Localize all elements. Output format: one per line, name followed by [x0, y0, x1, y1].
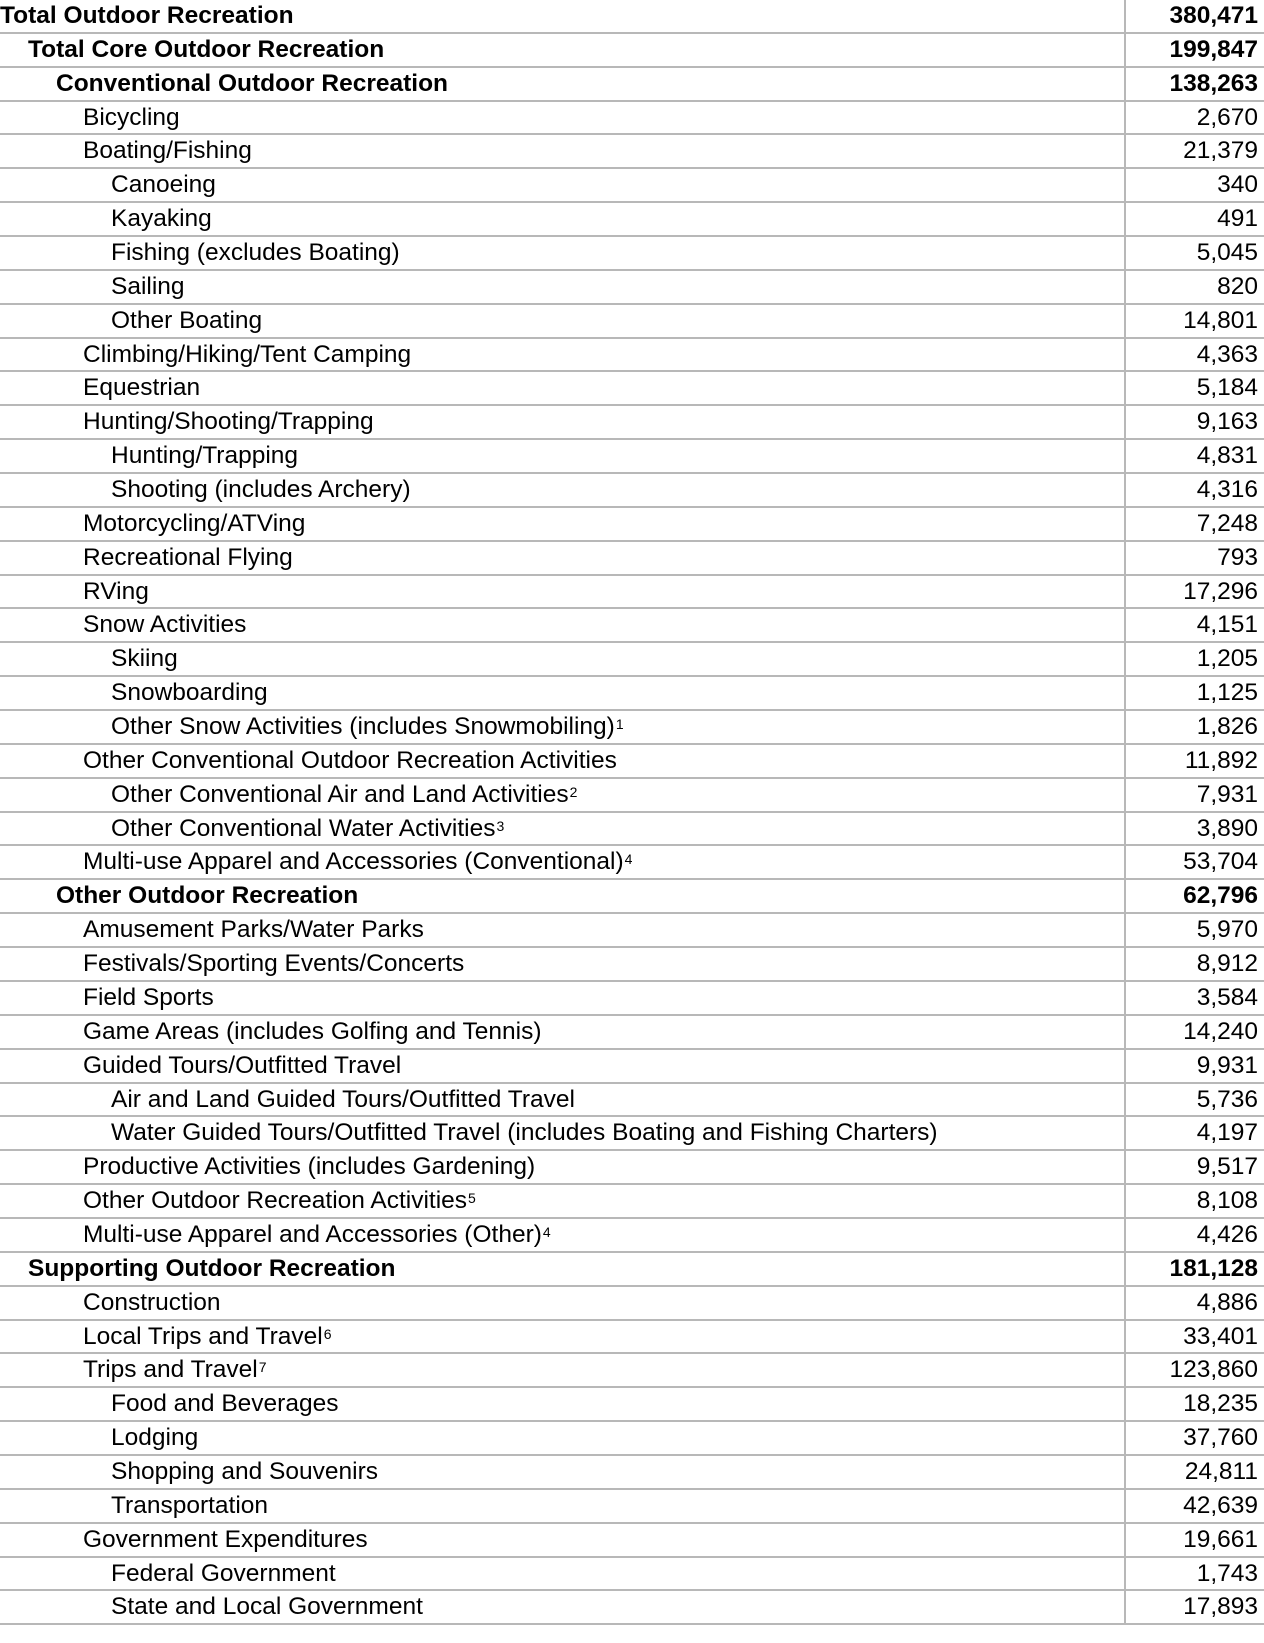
row-value: 1,125 [1196, 679, 1258, 707]
table-row [0, 305, 1264, 339]
table-row [0, 677, 1264, 711]
row-value: 4,151 [1196, 611, 1258, 639]
row-label [0, 1185, 1126, 1217]
row-value: 53,704 [1183, 848, 1258, 876]
table-row [0, 203, 1264, 237]
row-label-text: Government Expenditures [83, 1525, 368, 1553]
row-label [0, 813, 1126, 845]
table-row [0, 339, 1264, 373]
row-label-text: Equestrian [83, 374, 201, 402]
row-label [0, 271, 1126, 303]
table-row [0, 542, 1264, 576]
table-row [0, 102, 1264, 136]
row-label [0, 711, 1126, 743]
row-value: 4,886 [1196, 1288, 1258, 1316]
row-label-text: Water Guided Tours/Outfitted Travel (includes Boating and Fishing Charters) [111, 1119, 938, 1147]
row-value: 62,796 [1183, 882, 1258, 910]
table-row [0, 880, 1264, 914]
row-label-text: Construction [83, 1288, 221, 1316]
row-value: 18,235 [1183, 1390, 1258, 1418]
row-label [0, 677, 1126, 709]
row-label [0, 1219, 1126, 1251]
row-label-text: Kayaking [111, 205, 212, 233]
row-value: 181,128 [1169, 1254, 1258, 1282]
footnote-marker: 6 [323, 1325, 332, 1342]
row-label [0, 1388, 1126, 1420]
row-label-text: Amusement Parks/Water Parks [83, 916, 424, 944]
row-label-text: Air and Land Guided Tours/Outfitted Travel [111, 1085, 575, 1113]
row-label-text: Multi-use Apparel and Accessories (Other) [83, 1220, 542, 1248]
row-label-text: Total Outdoor Recreation [0, 2, 294, 29]
footnote-marker: 7 [258, 1359, 267, 1376]
table-row [0, 711, 1264, 745]
row-label-text: Multi-use Apparel and Accessories (Conventional) [83, 848, 624, 876]
row-value: 4,426 [1196, 1220, 1258, 1248]
row-label-text: Skiing [111, 645, 178, 673]
row-value: 9,931 [1196, 1051, 1258, 1079]
row-label-text: Hunting/Trapping [111, 442, 299, 470]
row-label-text: Productive Activities (includes Gardening) [83, 1153, 536, 1181]
table-row [0, 1117, 1264, 1151]
table-row [0, 1524, 1264, 1558]
table-row [0, 1287, 1264, 1321]
row-label-text: Snowboarding [111, 679, 268, 707]
row-label [0, 169, 1126, 201]
row-label [0, 305, 1126, 337]
row-value: 1,743 [1196, 1559, 1258, 1587]
row-label-text: Fishing (excludes Boating) [111, 239, 400, 267]
table-row [0, 406, 1264, 440]
row-label [0, 1016, 1126, 1048]
table-row [0, 1490, 1264, 1524]
row-label-text: Bicycling [83, 103, 180, 131]
row-value: 793 [1217, 543, 1258, 571]
row-value: 2,670 [1196, 103, 1258, 131]
table-row [0, 1456, 1264, 1490]
row-label-text: Other Outdoor Recreation [56, 882, 359, 910]
footnote-marker: 2 [569, 783, 578, 800]
row-label-text: Other Outdoor Recreation Activities [83, 1187, 468, 1215]
table-row [0, 914, 1264, 948]
row-label-text: Other Conventional Outdoor Recreation Activities [83, 746, 617, 774]
row-value: 380,471 [1169, 2, 1258, 29]
row-value: 9,163 [1196, 408, 1258, 436]
row-label-text: Trips and Travel [83, 1356, 258, 1384]
table-row [0, 1151, 1264, 1185]
row-value: 4,831 [1196, 442, 1258, 470]
row-label [0, 914, 1126, 946]
row-value: 11,892 [1184, 746, 1258, 774]
row-value: 21,379 [1183, 137, 1258, 165]
row-label [0, 1354, 1126, 1386]
row-value: 5,970 [1196, 916, 1258, 944]
row-label [0, 135, 1126, 167]
row-label-text: Snow Activities [83, 611, 247, 639]
table-row [0, 1219, 1264, 1253]
table-row [0, 576, 1264, 610]
row-label-text: RVing [83, 577, 149, 605]
table-row [0, 779, 1264, 813]
row-label-text: Climbing/Hiking/Tent Camping [83, 340, 412, 368]
footnote-marker: 1 [615, 716, 624, 733]
table-row [0, 745, 1264, 779]
table-row [0, 0, 1264, 34]
table-row [0, 1558, 1264, 1592]
row-label [0, 948, 1126, 980]
table-row [0, 474, 1264, 508]
table-row [0, 68, 1264, 102]
row-label [0, 68, 1126, 100]
row-label-text: State and Local Government [111, 1593, 423, 1621]
row-label-text: Federal Government [111, 1559, 336, 1587]
row-label-text: Recreational Flying [83, 543, 293, 571]
row-value: 42,639 [1183, 1491, 1258, 1519]
row-label [0, 1456, 1126, 1488]
table-row [0, 609, 1264, 643]
row-label-text: Lodging [111, 1424, 199, 1452]
table-row [0, 813, 1264, 847]
row-value: 4,363 [1196, 340, 1258, 368]
row-value: 3,584 [1196, 983, 1258, 1011]
row-label [0, 1050, 1126, 1082]
row-value: 7,931 [1196, 780, 1258, 808]
row-label-text: Sailing [111, 272, 185, 300]
table-row [0, 508, 1264, 542]
table-row [0, 643, 1264, 677]
row-label [0, 1287, 1126, 1319]
row-value: 14,801 [1183, 306, 1258, 334]
table-row [0, 271, 1264, 305]
row-label [0, 1151, 1126, 1183]
table-row [0, 440, 1264, 474]
table-row [0, 237, 1264, 271]
row-label-text: Other Conventional Water Activities [111, 814, 496, 842]
row-label-text: Supporting Outdoor Recreation [28, 1254, 396, 1282]
table-row [0, 372, 1264, 406]
row-label-text: Motorcycling/ATVing [83, 509, 306, 537]
row-label-text: Canoeing [111, 171, 216, 199]
table-row [0, 1354, 1264, 1388]
row-label [0, 406, 1126, 438]
row-label-text: Transportation [111, 1491, 269, 1519]
row-label [0, 982, 1126, 1014]
row-label [0, 34, 1126, 66]
row-label [0, 880, 1126, 912]
row-value: 4,197 [1196, 1119, 1258, 1147]
row-value: 7,248 [1196, 509, 1258, 537]
table-row [0, 135, 1264, 169]
row-label-text: Game Areas (includes Golfing and Tennis) [83, 1017, 542, 1045]
row-value: 24,811 [1184, 1457, 1258, 1485]
row-value: 1,205 [1196, 645, 1258, 673]
table-row [0, 1185, 1264, 1219]
row-value: 5,736 [1196, 1085, 1258, 1113]
row-label [0, 576, 1126, 608]
table-row [0, 1388, 1264, 1422]
row-label [0, 745, 1126, 777]
row-label-text: Boating/Fishing [83, 137, 252, 165]
row-label [0, 1558, 1126, 1590]
row-label-text: Shopping and Souvenirs [111, 1457, 378, 1485]
row-label-text: Conventional Outdoor Recreation [56, 69, 449, 97]
footnote-marker: 5 [468, 1190, 476, 1207]
row-value: 37,760 [1183, 1424, 1258, 1452]
table-row [0, 1084, 1264, 1118]
row-label [0, 339, 1126, 371]
table-row [0, 1016, 1264, 1050]
row-value: 1,826 [1196, 713, 1258, 741]
table-row [0, 1321, 1264, 1355]
table-row [0, 1253, 1264, 1287]
row-label [0, 0, 1126, 32]
row-value: 820 [1217, 272, 1258, 300]
table-row [0, 34, 1264, 68]
row-value: 3,890 [1196, 814, 1258, 842]
row-value: 491 [1217, 205, 1258, 233]
row-value: 5,045 [1196, 239, 1258, 267]
row-label [0, 1591, 1126, 1623]
row-label-text: Hunting/Shooting/Trapping [83, 408, 374, 436]
row-label-text: Other Conventional Air and Land Activities [111, 780, 569, 808]
table-row [0, 948, 1264, 982]
row-label [0, 1117, 1126, 1149]
table-row [0, 169, 1264, 203]
row-label [0, 1422, 1126, 1454]
row-value: 14,240 [1183, 1017, 1258, 1045]
table-row [0, 1422, 1264, 1456]
row-label [0, 440, 1126, 472]
row-label [0, 203, 1126, 235]
footnote-marker: 3 [496, 817, 505, 834]
row-label [0, 1321, 1126, 1353]
table-row [0, 846, 1264, 880]
row-value: 17,893 [1183, 1593, 1258, 1621]
row-value: 9,517 [1196, 1153, 1258, 1181]
row-label [0, 102, 1126, 134]
row-label-text: Other Boating [111, 306, 263, 334]
row-value: 4,316 [1196, 476, 1258, 504]
row-label [0, 372, 1126, 404]
row-value: 123,860 [1169, 1356, 1258, 1384]
row-label-text: Total Core Outdoor Recreation [28, 35, 385, 63]
row-value: 17,296 [1183, 577, 1258, 605]
row-value: 199,847 [1169, 35, 1258, 63]
row-label [0, 609, 1126, 641]
row-label-text: Food and Beverages [111, 1390, 339, 1418]
table-row [0, 982, 1264, 1016]
row-label [0, 643, 1126, 675]
footnote-marker: 4 [542, 1223, 551, 1240]
row-value: 138,263 [1169, 69, 1258, 97]
row-value: 8,912 [1196, 950, 1258, 978]
row-label [0, 1253, 1126, 1285]
row-value: 340 [1217, 171, 1258, 199]
footnote-marker: 4 [624, 851, 633, 868]
row-label [0, 508, 1126, 540]
row-label [0, 542, 1126, 574]
row-label-text: Guided Tours/Outfitted Travel [83, 1051, 402, 1079]
row-value: 19,661 [1183, 1525, 1258, 1553]
row-label-text: Shooting (includes Archery) [111, 476, 411, 504]
row-label-text: Field Sports [83, 983, 214, 1011]
row-label [0, 1524, 1126, 1556]
row-label [0, 1084, 1126, 1116]
row-value: 8,108 [1196, 1187, 1258, 1215]
row-label-text: Local Trips and Travel [83, 1322, 323, 1350]
row-label-text: Festivals/Sporting Events/Concerts [83, 950, 465, 978]
row-label [0, 1490, 1126, 1522]
row-label [0, 474, 1126, 506]
table-row [0, 1591, 1264, 1625]
row-value: 33,401 [1183, 1322, 1258, 1350]
row-label [0, 846, 1126, 878]
row-label [0, 779, 1126, 811]
row-label [0, 237, 1126, 269]
row-value: 5,184 [1196, 374, 1258, 402]
row-label-text: Other Snow Activities (includes Snowmobiling) [111, 713, 615, 741]
table-row [0, 1050, 1264, 1084]
